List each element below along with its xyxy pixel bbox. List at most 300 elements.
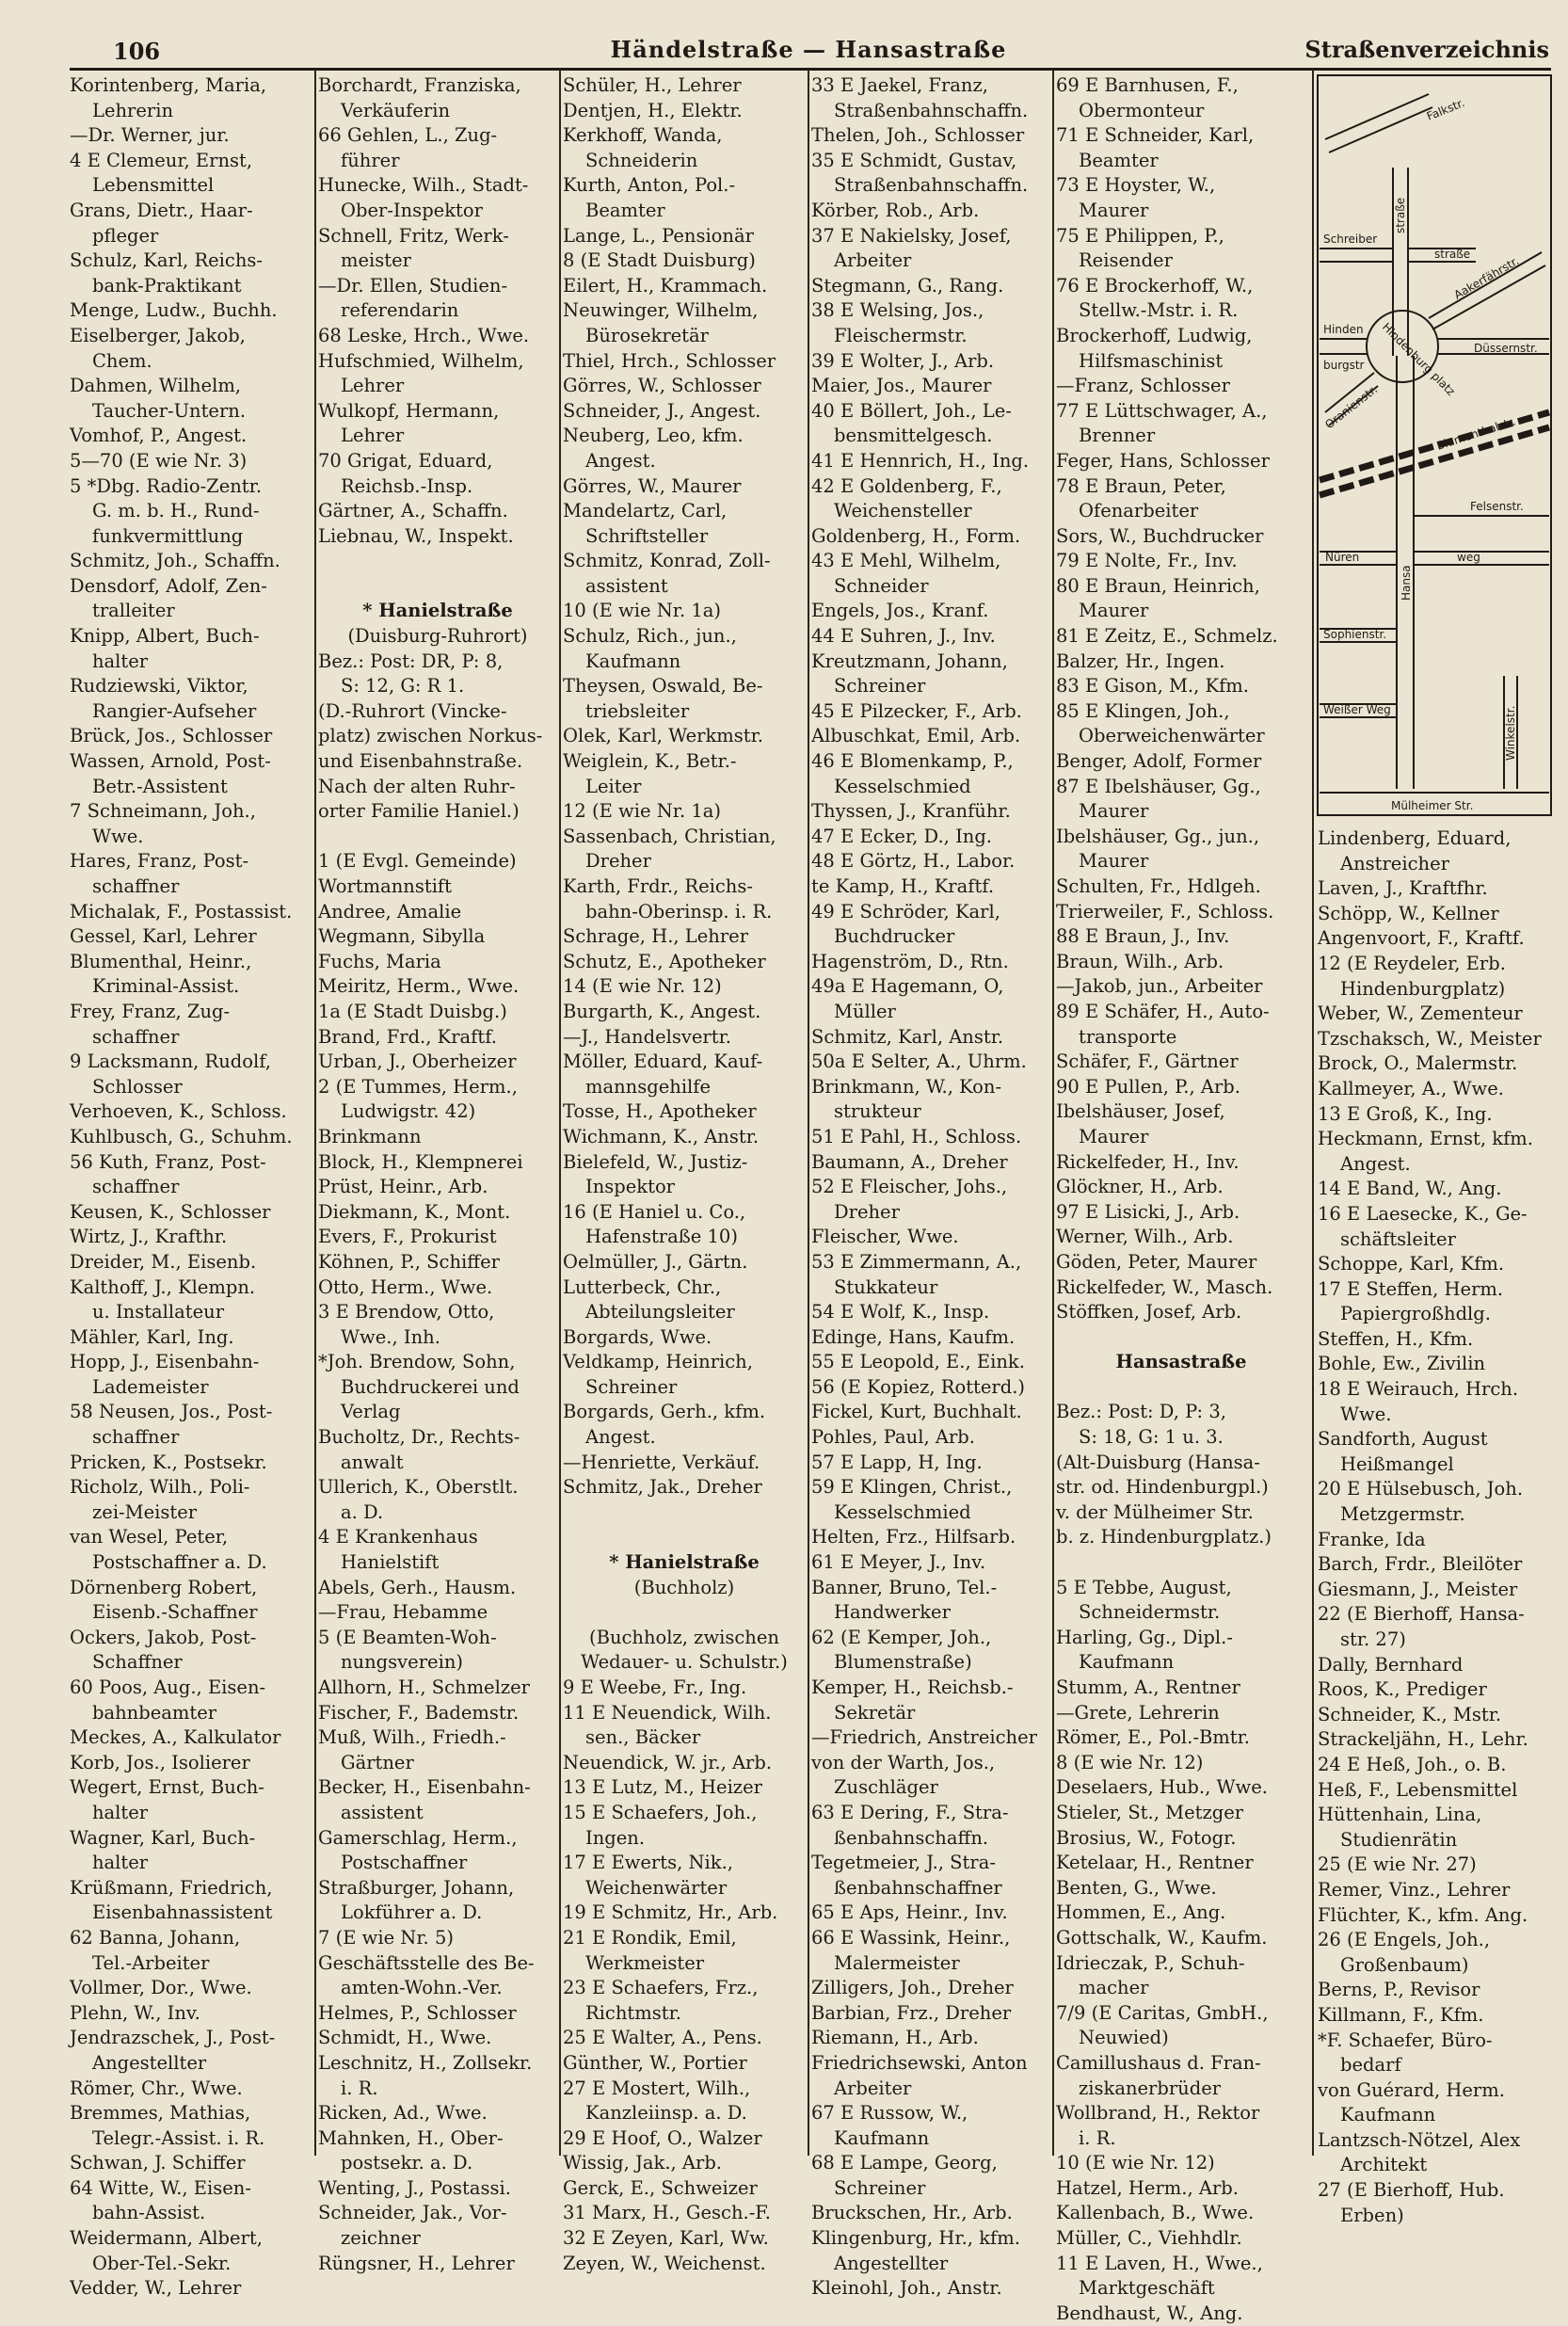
directory-entry-line: Klingenburg, Hr., kfm.	[811, 2227, 1020, 2250]
map-label: straße	[1394, 197, 1407, 233]
directory-entry-line: Thiel, Hrch., Schlosser	[563, 349, 776, 372]
directory-entry-line: 64 Witte, W., Eisen-	[70, 2176, 251, 2199]
directory-entry-line: 49 E Schröder, Karl,	[811, 900, 1000, 922]
directory-entry-line: Schoppe, Karl, Kfm.	[1318, 1253, 1505, 1275]
directory-entry-line: 5 *Dbg. Radio-Zentr.	[70, 474, 263, 497]
directory-entry-line: 17 E Ewerts, Nik.,	[563, 1852, 733, 1874]
directory-entry-line: 7 (E wie Nr. 5)	[318, 1926, 454, 1949]
directory-entry-line: bahnbeamter	[92, 1701, 217, 1724]
directory-entry-line: Schmitz, Jak., Dreher	[563, 1476, 762, 1499]
directory-entry-line: Wedauer- u. Schulstr.)	[581, 1651, 788, 1674]
directory-entry-line: Harling, Gg., Dipl.-	[1056, 1626, 1233, 1648]
directory-entry-line: Tegetmeier, J., Stra-	[811, 1852, 996, 1874]
directory-entry-line: Andree, Amalie	[318, 900, 462, 922]
directory-entry-line: Wwe.	[92, 825, 144, 847]
directory-entry-line: Hunecke, Wilh., Stadt-	[318, 174, 529, 197]
directory-entry-line: referendarin	[341, 299, 459, 322]
directory-entry-line: Schreiner	[834, 2176, 926, 2199]
directory-entry-line: Buchdruckerei und	[341, 1375, 520, 1398]
column-divider	[1052, 70, 1054, 2156]
directory-entry-line: Dreher	[585, 850, 651, 873]
directory-entry-line: 10 (E wie Nr. 1a)	[563, 600, 721, 622]
directory-entry-line: Vomhof, P., Angest.	[70, 425, 248, 447]
directory-entry-line: assistent	[341, 1801, 424, 1823]
directory-entry-line: macher	[1079, 1977, 1149, 1999]
directory-entry-line: Krüßmann, Friedrich,	[70, 1876, 273, 1899]
directory-entry-line: te Kamp, H., Kraftf.	[811, 875, 995, 897]
directory-entry-line: van Wesel, Peter,	[70, 1526, 229, 1548]
directory-entry-line: Dörnenberg Robert,	[70, 1576, 258, 1598]
directory-entry-line: Sors, W., Buchdrucker	[1056, 524, 1264, 547]
header-rule	[70, 68, 1551, 71]
street-map-drawing	[1316, 73, 1553, 817]
directory-entry-line: Wortmannstift	[318, 875, 452, 897]
directory-entry-line: Ockers, Jakob, Post-	[70, 1626, 257, 1648]
directory-entry-line: Prüst, Heinr., Arb.	[318, 1176, 488, 1198]
directory-entry-line: Wagner, Karl, Buch-	[70, 1826, 256, 1849]
column-divider	[314, 70, 316, 2156]
directory-entry-line: Allhorn, H., Schmelzer	[318, 1676, 530, 1698]
directory-entry-line: Straßenbahnschaffn.	[834, 174, 1029, 197]
directory-entry-line: Blumenthal, Heinr.,	[70, 950, 252, 972]
map-label: Hansa	[1400, 565, 1413, 601]
directory-entry-line: Römer, Chr., Wwe.	[70, 2077, 243, 2099]
directory-entry-line: Gärtner, A., Schaffn.	[318, 500, 508, 522]
directory-entry-line: Ibelshäuser, Gg., jun.,	[1056, 825, 1260, 847]
map-label: Felsenstr.	[1470, 500, 1524, 513]
directory-entry-line: 3 E Brendow, Otto,	[318, 1301, 495, 1323]
directory-entry-line: 76 E Brockerhoff, W.,	[1056, 274, 1254, 297]
directory-entry-line: Rickelfeder, H., Inv.	[1056, 1150, 1240, 1173]
directory-entry-line: 26 (E Engels, Joh.,	[1318, 1929, 1491, 1951]
directory-entry-line: 4 E Krankenhaus	[318, 1526, 478, 1548]
directory-entry-line: (Buchholz, zwischen	[589, 1626, 779, 1648]
directory-column-2	[318, 73, 557, 2274]
directory-entry-line: Neuwinger, Wilhelm,	[563, 299, 759, 322]
directory-entry-line: Chem.	[92, 349, 152, 372]
directory-entry-line: 20 E Hülsebusch, Joh.	[1318, 1478, 1524, 1500]
directory-entry-line: halter	[92, 1801, 149, 1823]
directory-entry-line: 4 E Clemeur, Ernst,	[70, 149, 253, 171]
directory-entry-line: ßenbahnschaffner	[834, 1876, 1002, 1899]
directory-entry-line: Knipp, Albert, Buch-	[70, 625, 260, 648]
directory-entry-line: str. 27)	[1340, 1628, 1406, 1650]
directory-entry-line: Oberweichenwärter	[1079, 725, 1265, 747]
directory-entry-line: Hufschmied, Wilhelm,	[318, 349, 524, 372]
directory-entry-line: schaffner	[92, 875, 180, 897]
directory-entry-line: 90 E Pullen, P., Arb.	[1056, 1075, 1240, 1098]
directory-entry-line: Nach der alten Ruhr-	[318, 775, 516, 797]
street-heading: * Hanielstraße	[609, 1551, 760, 1574]
directory-entry-line: Urban, J., Oberheizer	[318, 1051, 517, 1073]
directory-entry-line: 21 E Rondik, Emil,	[563, 1926, 737, 1949]
directory-entry-line: Weber, W., Zementeur	[1318, 1003, 1523, 1025]
directory-entry-line: S: 12, G: R 1.	[341, 675, 465, 698]
directory-entry-line: Otto, Herm., Wwe.	[318, 1275, 493, 1298]
directory-entry-line: 13 E Groß, K., Ing.	[1318, 1102, 1493, 1125]
directory-entry-line: Angestellter	[92, 2051, 207, 2074]
directory-entry-line: Wwe.	[1340, 1403, 1392, 1425]
directory-entry-line: Flüchter, K., kfm. Ang.	[1318, 1903, 1528, 1926]
directory-entry-line: 49a E Hagemann, O,	[811, 975, 1004, 998]
directory-entry-line: Hares, Franz, Post-	[70, 850, 249, 873]
directory-entry-line: Brand, Frd., Kraftf.	[318, 1025, 497, 1048]
directory-entry-line: 12 (E wie Nr. 1a)	[563, 800, 721, 823]
directory-entry-line: 8 (E wie Nr. 12)	[1056, 1751, 1204, 1773]
map-label: Winkelstr.	[1504, 705, 1517, 761]
directory-entry-line: assistent	[585, 574, 668, 597]
directory-entry-line: Schmidt, H., Wwe.	[318, 2027, 492, 2049]
directory-entry-line: 75 E Philippen, P.,	[1056, 224, 1224, 247]
directory-entry-line: G. m. b. H., Rund-	[92, 500, 260, 522]
directory-entry-line: —Grete, Lehrerin	[1056, 1701, 1220, 1724]
directory-entry-line: Schulz, Karl, Reichs-	[70, 249, 263, 272]
directory-entry-line: Gärtner	[341, 1751, 414, 1773]
directory-entry-line: von der Warth, Jos.,	[811, 1751, 996, 1773]
directory-entry-line: 5 E Tebbe, August,	[1056, 1576, 1232, 1598]
directory-entry-line: (D.-Ruhrort (Vincke-	[318, 699, 507, 722]
directory-entry-line: Brenner	[1079, 425, 1156, 447]
directory-entry-line: 9 Lacksmann, Rudolf,	[70, 1051, 271, 1073]
directory-entry-line: Fleischermstr.	[834, 324, 968, 346]
directory-entry-line: 14 (E wie Nr. 12)	[563, 975, 722, 998]
directory-entry-line: Schmitz, Karl, Anstr.	[811, 1025, 1004, 1048]
directory-entry-line: halter	[92, 650, 149, 672]
directory-entry-line: Anstreicher	[1340, 852, 1449, 874]
directory-entry-line: Hommen, E., Ang.	[1056, 1901, 1226, 1924]
directory-entry-line: Roos, K., Prediger	[1318, 1678, 1487, 1701]
directory-entry-line: Abels, Gerh., Hausm.	[318, 1576, 517, 1598]
directory-entry-line: —J., Handelsvertr.	[563, 1025, 731, 1048]
directory-entry-line: Hopp, J., Eisenbahn-	[70, 1351, 260, 1373]
directory-entry-line: Köhnen, P., Schiffer	[318, 1250, 500, 1273]
directory-entry-line: 56 Kuth, Franz, Post-	[70, 1150, 266, 1173]
directory-entry-line: Ullerich, K., Oberstlt.	[318, 1476, 519, 1499]
directory-entry-line: Riemann, H., Arb.	[811, 2027, 979, 2049]
directory-entry-line: Angenvoort, F., Kraftf.	[1318, 927, 1525, 950]
directory-entry-line: Borchardt, Franziska,	[318, 74, 521, 96]
directory-entry-line: Richolz, Wilh., Poli-	[70, 1476, 250, 1499]
directory-entry-line: Schulten, Fr., Hdlgeh.	[1056, 875, 1261, 897]
directory-entry-line: Muß, Wilh., Friedh.-	[318, 1726, 506, 1749]
directory-entry-line: Pricken, K., Postsekr.	[70, 1451, 267, 1473]
map-label: Weißer Weg	[1323, 703, 1391, 716]
directory-entry-line: Maurer	[1079, 199, 1149, 221]
directory-entry-line: Gamerschlag, Herm.,	[318, 1826, 518, 1849]
directory-entry-line: 16 (E Haniel u. Co.,	[563, 1200, 746, 1223]
directory-entry-line: transporte	[1079, 1025, 1177, 1048]
directory-entry-line: Wissig, Jak., Arb.	[563, 2152, 723, 2174]
directory-entry-line: Maurer	[1079, 850, 1149, 873]
directory-entry-line: Leschnitz, H., Zollsekr.	[318, 2051, 533, 2074]
directory-entry-line: Densdorf, Adolf, Zen-	[70, 574, 267, 597]
directory-entry-line: Maier, Jos., Maurer	[811, 375, 992, 397]
directory-entry-line: Großenbaum)	[1340, 1953, 1469, 1976]
directory-entry-line: Edinge, Hans, Kaufm.	[811, 1325, 1016, 1348]
directory-entry-line: Betr.-Assistent	[92, 775, 228, 797]
directory-entry-line: Ludwigstr. 42)	[341, 1100, 476, 1123]
directory-entry-line: Vollmer, Dor., Wwe.	[70, 1977, 252, 1999]
directory-entry-line: Müller	[834, 1000, 896, 1022]
directory-entry-line: Marktgeschäft	[1079, 2277, 1215, 2300]
directory-column-3	[563, 73, 806, 2274]
directory-entry-line	[1056, 1325, 1306, 1351]
directory-entry-line: Papiergroßhdlg.	[1340, 1303, 1491, 1325]
directory-entry-line: 43 E Mehl, Wilhelm,	[811, 550, 1001, 572]
directory-entry-line: Tosse, H., Apotheker	[563, 1100, 757, 1123]
map-label: Aakerfährstr.	[1451, 253, 1522, 302]
directory-entry-line: Geschäftsstelle des Be-	[318, 1951, 535, 1974]
directory-column-6	[1318, 826, 1557, 2226]
directory-entry-line: Erben)	[1340, 2204, 1404, 2226]
directory-entry-line: bahn-Oberinsp. i. R.	[585, 900, 773, 922]
directory-entry-line: S: 18, G: 1 u. 3.	[1079, 1426, 1224, 1449]
directory-entry-line: 71 E Schneider, Karl,	[1056, 124, 1255, 147]
page-number: 106	[113, 38, 161, 65]
directory-entry-line: Zilligers, Joh., Dreher	[811, 1977, 1014, 1999]
directory-entry-line: Stumm, A., Rentner	[1056, 1676, 1240, 1698]
directory-entry-line: 77 E Lüttschwager, A.,	[1056, 399, 1268, 422]
directory-entry-line: 97 E Lisicki, J., Arb.	[1056, 1200, 1240, 1223]
directory-entry-line: 35 E Schmidt, Gustav,	[811, 149, 1017, 171]
directory-entry-line: Schriftsteller	[585, 524, 709, 547]
directory-entry-line: Lutterbeck, Chr.,	[563, 1275, 722, 1298]
directory-entry-line: Heß, F., Lebensmittel	[1318, 1778, 1518, 1801]
directory-entry-line: Schrage, H., Lehrer	[563, 925, 749, 948]
directory-entry-line: —Franz, Schlosser	[1056, 375, 1230, 397]
directory-entry-line: 68 Leske, Hrch., Wwe.	[318, 324, 530, 346]
directory-entry-line: Beamter	[1079, 149, 1159, 171]
directory-entry-line: Deselaers, Hub., Wwe.	[1056, 1776, 1268, 1799]
directory-entry-line: Lehrer	[341, 425, 405, 447]
directory-entry-line: Ingen.	[585, 1826, 646, 1849]
directory-entry-line: Schneider, J., Angest.	[563, 399, 761, 422]
directory-entry-line: Theysen, Oswald, Be-	[563, 675, 763, 698]
directory-entry-line: 73 E Hoyster, W.,	[1056, 174, 1216, 197]
directory-entry-line: u. Installateur	[92, 1301, 225, 1323]
directory-entry-line: Veldkamp, Heinrich,	[563, 1351, 753, 1373]
directory-entry-line: 59 E Klingen, Christ.,	[811, 1476, 1013, 1499]
directory-entry-line: Stellw.-Mstr. i. R.	[1079, 299, 1239, 322]
directory-entry-line: Ibelshäuser, Josef,	[1056, 1100, 1225, 1123]
directory-entry-line: Hindenburgplatz)	[1340, 977, 1506, 1000]
directory-entry-line: Jendrazschek, J., Post-	[70, 2027, 276, 2049]
directory-entry-line: 5 (E Beamten-Woh-	[318, 1626, 497, 1648]
directory-entry-line: Zeyen, W., Weichenst.	[563, 2252, 766, 2274]
directory-entry-line: 18 E Weirauch, Hrch.	[1318, 1378, 1519, 1401]
directory-entry-line: Brück, Jos., Schlosser	[70, 725, 273, 747]
directory-entry-line: Werner, Wilh., Arb.	[1056, 1226, 1234, 1248]
directory-entry-line: 27 E Mostert, Wilh.,	[563, 2077, 751, 2099]
directory-entry-line: Görres, W., Schlosser	[563, 375, 761, 397]
directory-entry-line: Görres, W., Maurer	[563, 474, 742, 497]
directory-entry-line: 53 E Zimmermann, A.,	[811, 1250, 1022, 1273]
directory-entry-line: und Eisenbahnstraße.	[318, 750, 523, 773]
directory-entry-line: Hilfsmaschinist	[1079, 349, 1224, 372]
directory-entry-line: 16 E Laesecke, K., Ge-	[1318, 1202, 1528, 1225]
directory-entry-line: 2 (E Tummes, Herm.,	[318, 1075, 518, 1098]
directory-entry-line: Baumann, A., Dreher	[811, 1150, 1008, 1173]
directory-entry-line: 14 E Band, W., Ang.	[1318, 1178, 1502, 1200]
directory-entry-line: Dentjen, H., Elektr.	[563, 99, 743, 121]
directory-entry-line: Lebensmittel	[92, 174, 215, 197]
directory-entry-line: funkvermittlung	[92, 524, 244, 547]
directory-entry-line: bedarf	[1340, 2054, 1401, 2077]
directory-entry-line: Thelen, Joh., Schlosser	[811, 124, 1025, 147]
directory-entry-line	[1056, 1550, 1306, 1576]
directory-entry-line: Kallenbach, B., Wwe.	[1056, 2202, 1255, 2224]
directory-column-1	[70, 73, 312, 2300]
directory-entry-line: Idrieczak, P., Schuh-	[1056, 1951, 1245, 1974]
directory-entry-line: schaffner	[92, 1426, 180, 1449]
directory-entry-line: Block, H., Klempnerei	[318, 1150, 523, 1173]
directory-entry-line: Bielefeld, W., Justiz-	[563, 1150, 748, 1173]
directory-entry-line: 52 E Fleischer, Johs.,	[811, 1176, 1008, 1198]
directory-entry-line: Neuberg, Leo, kfm.	[563, 425, 744, 447]
directory-entry-line: str. od. Hindenburgpl.)	[1056, 1476, 1269, 1499]
directory-entry-line: Feger, Hans, Schlosser	[1056, 449, 1270, 472]
directory-entry-line: Wollbrand, H., Rektor	[1056, 2102, 1260, 2125]
directory-entry-line: Killmann, F., Kfm.	[1318, 2003, 1484, 2026]
directory-entry-line: Weidermann, Albert,	[70, 2227, 263, 2250]
directory-entry-line: Sekretär	[834, 1701, 916, 1724]
directory-entry-line: Dreider, M., Eisenb.	[70, 1250, 257, 1273]
directory-entry-line: 23 E Schaefers, Frz.,	[563, 1977, 759, 1999]
directory-entry-line: Ketelaar, H., Rentner	[1056, 1852, 1254, 1874]
directory-entry-line: Inspektor	[585, 1176, 676, 1198]
directory-entry-line: Mandelartz, Carl,	[563, 500, 728, 522]
directory-entry-line: Dahmen, Wilhelm,	[70, 375, 242, 397]
directory-entry-line: 69 E Barnhusen, F.,	[1056, 74, 1239, 96]
directory-column-5	[1056, 73, 1306, 2324]
directory-entry-line: i. R.	[1079, 2126, 1116, 2149]
directory-entry-line: zei-Meister	[92, 1500, 198, 1523]
directory-entry-line: Lange, L., Pensionär	[563, 224, 754, 247]
directory-entry-line: 80 E Braun, Heinrich,	[1056, 574, 1260, 597]
directory-entry-line: Angestellter	[834, 2252, 949, 2274]
directory-entry-line: Mahnken, H., Ober-	[318, 2126, 504, 2149]
directory-entry-line: Rangier-Aufseher	[92, 699, 257, 722]
directory-entry-line: Schneiderin	[585, 149, 698, 171]
directory-entry-line: Berns, P., Revisor	[1318, 1979, 1480, 2001]
directory-entry-line: Wenting, J., Postassi.	[318, 2176, 511, 2199]
directory-entry-line: Camillushaus d. Fran-	[1056, 2051, 1261, 2074]
directory-entry-line: Albuschkat, Emil, Arb.	[811, 725, 1021, 747]
directory-entry-line: 31 Marx, H., Gesch.-F.	[563, 2202, 772, 2224]
directory-entry-line: 7/9 (E Caritas, GmbH.,	[1056, 2001, 1269, 2024]
directory-entry-line: mannsgehilfe	[585, 1075, 712, 1098]
directory-entry-line: —Henriette, Verkäuf.	[563, 1451, 760, 1473]
directory-entry-line: Glöckner, H., Arb.	[1056, 1176, 1224, 1198]
directory-entry-line: Kaufmann	[834, 2126, 930, 2149]
directory-entry-line: Rüngsner, H., Lehrer	[318, 2252, 515, 2274]
directory-entry-line: 41 E Hennrich, H., Ing.	[811, 449, 1030, 472]
directory-entry-line: Barch, Frdr., Bleilöter	[1318, 1553, 1523, 1576]
directory-entry-line: Ober-Tel.-Sekr.	[92, 2252, 232, 2274]
map-label: weg	[1457, 551, 1480, 564]
directory-entry-line: Günther, W., Portier	[563, 2051, 747, 2074]
directory-entry-line: Trierweiler, F., Schloss.	[1056, 900, 1274, 922]
directory-entry-line: Schlosser	[92, 1075, 183, 1098]
directory-entry-line: 67 E Russow, W.,	[811, 2102, 968, 2125]
directory-entry-line: ziskanerbrüder	[1079, 2077, 1222, 2099]
directory-entry-line: 32 E Zeyen, Karl, Ww.	[563, 2227, 769, 2250]
directory-entry-line: Heckmann, Ernst, kfm.	[1318, 1128, 1533, 1150]
directory-entry-line: Körber, Rob., Arb.	[811, 199, 980, 221]
directory-entry-line: schaffner	[92, 1025, 180, 1048]
directory-entry-line: 88 E Braun, J., Inv.	[1056, 925, 1230, 948]
directory-entry-line: Rickelfeder, W., Masch.	[1056, 1275, 1273, 1298]
map-label: burgstr	[1323, 359, 1365, 372]
directory-entry-line: Diekmann, K., Mont.	[318, 1200, 511, 1223]
directory-entry-line: Straßenbahnschaffn.	[834, 99, 1029, 121]
directory-entry-line: Schnell, Fritz, Werk-	[318, 224, 509, 247]
directory-entry-line: Brinkmann	[318, 1125, 422, 1147]
directory-entry-line: Fuchs, Maria	[318, 950, 441, 972]
page-title: Händelstraße — Hansastraße	[610, 36, 1007, 63]
directory-entry-line: Kemper, H., Reichsb.-	[811, 1676, 1014, 1698]
directory-entry-line: 45 E Pilzecker, F., Arb.	[811, 699, 1022, 722]
directory-entry-line: Grans, Dietr., Haar-	[70, 199, 253, 221]
directory-entry-line: Kaufmann	[1079, 1651, 1175, 1674]
directory-entry-line: Wassen, Arnold, Post-	[70, 750, 271, 773]
directory-entry-line: 19 E Schmitz, Hr., Arb.	[563, 1901, 778, 1924]
directory-entry-line: sen., Bäcker	[585, 1726, 701, 1749]
directory-entry-line: Schneidermstr.	[1079, 1601, 1221, 1624]
directory-entry-line: Hanielstift	[341, 1551, 440, 1574]
map-label: Nüren	[1325, 551, 1360, 564]
directory-entry-line: 68 E Lampe, Georg,	[811, 2152, 998, 2174]
directory-entry-line: Blumenstraße)	[834, 1651, 972, 1674]
directory-entry-line: —Friedrich, Anstreicher	[811, 1726, 1037, 1749]
directory-entry-line: Kriminal-Assist.	[92, 975, 240, 998]
directory-entry-line: Studienrätin	[1340, 1828, 1458, 1851]
directory-entry-line: Schreiner	[585, 1375, 678, 1398]
directory-entry-line: Verhoeven, K., Schloss.	[70, 1100, 287, 1123]
directory-entry-line: 70 Grigat, Eduard,	[318, 449, 493, 472]
directory-entry-line: Buchdrucker	[834, 925, 955, 948]
directory-entry-line: Kesselschmied	[834, 1500, 971, 1523]
directory-entry-line: Dally, Bernhard	[1318, 1653, 1464, 1676]
directory-entry-line: 12 (E Reydeler, Erb.	[1318, 952, 1506, 974]
directory-entry-line: Kallmeyer, A., Wwe.	[1318, 1077, 1504, 1099]
directory-entry-line: Schneider, Jak., Vor-	[318, 2202, 507, 2224]
directory-entry-line: *F. Schaefer, Büro-	[1318, 2029, 1493, 2051]
directory-entry-line: Becker, H., Eisenbahn-	[318, 1776, 531, 1799]
directory-entry-line: Lademeister	[92, 1375, 209, 1398]
directory-entry-line: 8 (E Stadt Duisburg)	[563, 249, 756, 272]
map-label: Düssernstr.	[1474, 342, 1538, 355]
directory-entry-line: postsekr. a. D.	[341, 2152, 473, 2174]
directory-entry-line: (Buchholz)	[633, 1576, 735, 1598]
street-heading: * Hanielstraße	[362, 600, 513, 622]
directory-entry-line: führer	[341, 149, 400, 171]
directory-entry-line: Lehrerin	[92, 99, 174, 121]
directory-entry-line: Beamter	[585, 199, 665, 221]
directory-entry-line: Zuschläger	[834, 1776, 938, 1799]
directory-entry-line: ßenbahnschaffn.	[834, 1826, 989, 1849]
directory-entry-line: Borgards, Gerh., kfm.	[563, 1401, 766, 1423]
directory-entry-line: 22 (E Bierhoff, Hansa-	[1318, 1603, 1525, 1626]
directory-entry-line: orter Familie Haniel.)	[318, 800, 520, 823]
directory-entry-line: Goldenberg, H., Form.	[811, 524, 1021, 547]
directory-entry-line: Michalak, F., Postassist.	[70, 900, 293, 922]
directory-entry-line: 61 E Meyer, J., Inv.	[811, 1551, 986, 1574]
directory-entry-line: 38 E Welsing, Jos.,	[811, 299, 984, 322]
directory-entry-line: Maurer	[1079, 1125, 1149, 1147]
directory-entry-line: 40 E Böllert, Joh., Le-	[811, 399, 1012, 422]
directory-entry-line: Schulz, Rich., jun.,	[563, 625, 737, 648]
